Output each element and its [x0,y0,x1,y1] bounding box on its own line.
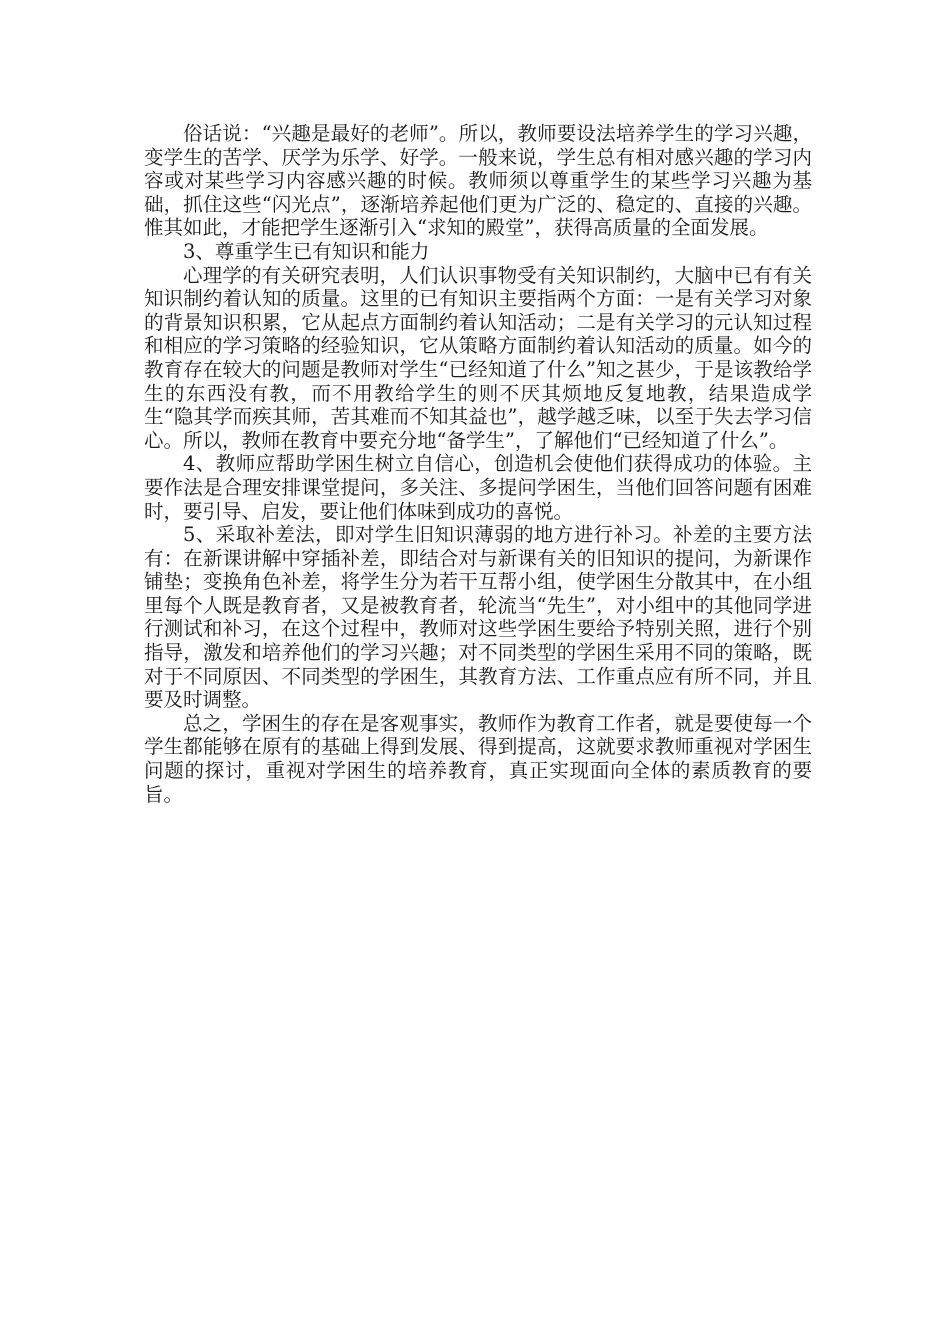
paragraph-confidence: 4、教师应帮助学困生树立自信心，创造机会使他们获得成功的体验。主要作法是合理安排课堂提问，多关注、多提问学困生，当他们回答问题有困难时，要引导、启发，要让他们体味到成功的喜悦。 [144,452,812,523]
paragraph-remedial: 5、采取补差法，即对学生旧知识薄弱的地方进行补习。补差的主要方法有：在新课讲解中穿插补差，即结合对与新课有关的旧知识的提问，为新课作铺垫；变换角色补差，将学生分为若干互帮小组，使学困生分散其中，在小组里每个人既是教育者，又是被教育者，轮流当“先生”，对小组中的其他同学进行测试和补习，在这个过程中，教师对这些学困生要给予特别关照，进行个别指导，激发和培养他们的学习兴趣；对不同类型的学困生采用不同的策略，既对于不同原因、不同类型的学困生，其教育方法、工作重点应有所不同，并且要及时调整。 [144,523,812,712]
document-body [144,122,812,806]
paragraph-interest: 俗话说：“兴趣是最好的老师”。所以，教师要设法培养学生的学习兴趣，变学生的苦学、厌学为乐学、好学。一般来说，学生总有相对感兴趣的学习内容或对某些学习内容感兴趣的时候。教师须以尊重学生的某些学习兴趣为基础，抓住这些“闪光点”，逐渐培养起他们更为广泛的、稳定的、直接的兴趣。惟其如此，才能把学生逐渐引入“求知的殿堂”，获得高质量的全面发展。 [144,122,812,240]
paragraph-conclusion: 总之，学困生的存在是客观事实，教师作为教育工作者，就是要使每一个学生都能够在原有的基础上得到发展、得到提高，这就要求教师重视对学困生问题的探讨，重视对学困生的培养教育，真正实现面向全体的素质教育的要旨。 [144,711,812,806]
heading-respect-knowledge: 3、尊重学生已有知识和能力 [183,239,430,263]
paragraph-psychology: 心理学的有关研究表明，人们认识事物受有关知识制约，大脑中已有有关知识制约着认知的质量。这里的已有知识主要指两个方面：一是有关学习对象的背景知识积累，它从起点方面制约着认知活动；二是有关学习的元认知过程和相应的学习策略的经验知识，它从策略方面制约着认知活动的质量。如今的教育存在较大的问题是教师对学生“已经知道了什么”知之甚少，于是该教给学生的东西没有教，而不用教给学生的则不厌其烦地反复地教，结果造成学生“隐其学而疾其师，苦其难而不知其益也”，越学越乏味，以至于失去学习信心。所以，教师在教育中要充分地“备学生”，了解他们“已经知道了什么”。 [144,263,812,452]
